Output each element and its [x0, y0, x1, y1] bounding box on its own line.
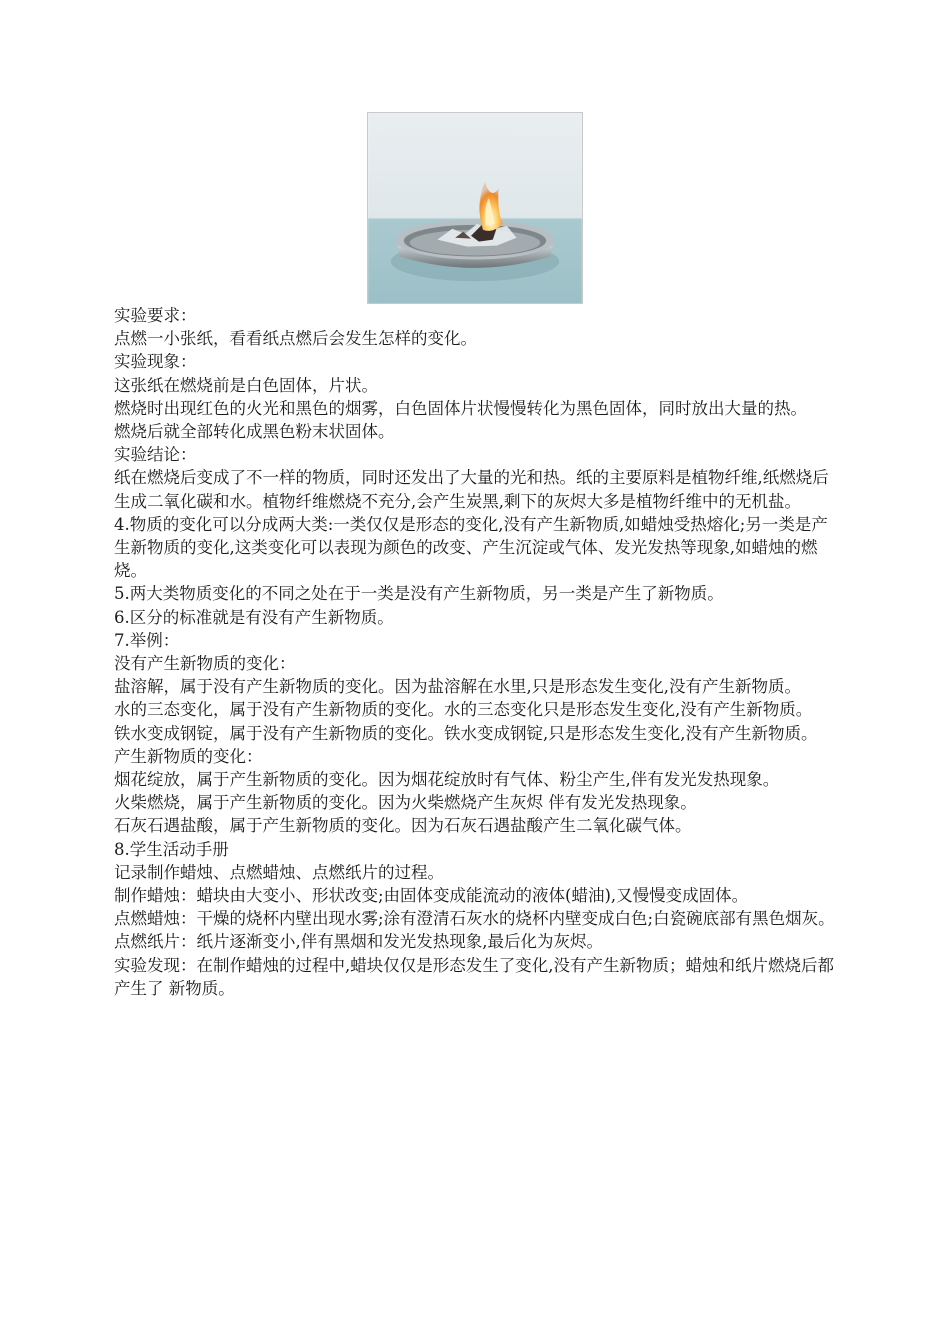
- document-body: [114, 304, 840, 1000]
- paragraph: 制作蜡烛：蜡块由大变小、形状改变;由固体变成能流动的液体(蜡油),又慢慢变成固体。: [114, 886, 749, 906]
- paragraph: 燃烧时出现红色的火光和黑色的烟雾，白色固体片状慢慢转化为黑色固体，同时放出大量的热。: [114, 398, 807, 418]
- numbered-item-5: 5.两大类物质变化的不同之处在于一类是没有产生新物质，另一类是产生了新物质。: [114, 584, 724, 604]
- heading-experiment-phenomenon: 实验现象：: [114, 352, 197, 372]
- example-item: 火柴燃烧，属于产生新物质的变化。因为火柴燃烧产生灰烬 伴有发光发热现象。: [114, 793, 697, 813]
- example-item: 烟花绽放，属于产生新物质的变化。因为烟花绽放时有气体、粉尘产生,伴有发光发热现象。: [114, 770, 780, 790]
- subheading-new-substance: 产生新物质的变化：: [114, 746, 263, 766]
- burning-paper-in-dish-icon: [368, 113, 582, 303]
- paragraph: 记录制作蜡烛、点燃蜡烛、点燃纸片的过程。: [114, 862, 444, 882]
- numbered-item-4: 4.物质的变化可以分成两大类:一类仅仅是形态的变化,没有产生新物质,如蜡烛受热熔化;另一类是产生新物质的变化,这类变化可以表现为颜色的改变、产生沉淀或气体、发光发热等现象,如蜡烛的燃烧。: [114, 514, 828, 581]
- paragraph: 点燃蜡烛：干燥的烧杯内壁出现水雾;涂有澄清石灰水的烧杯内壁变成白色;白瓷碗底部有黑色烟灰。: [114, 909, 835, 929]
- burning-paper-photo: [367, 112, 583, 304]
- example-item: 盐溶解，属于没有产生新物质的变化。因为盐溶解在水里,只是形态发生变化,没有产生新物质。: [114, 677, 801, 697]
- paragraph: 燃烧后就全部转化成黑色粉末状固体。: [114, 422, 395, 442]
- paragraph: 这张纸在燃烧前是白色固体，片状。: [114, 375, 378, 395]
- numbered-item-8: 8.学生活动手册: [114, 839, 229, 859]
- example-item: 铁水变成钢锭，属于没有产生新物质的变化。铁水变成钢锭,只是形态发生变化,没有产生新物质。: [114, 723, 818, 743]
- paragraph: 点燃纸片：纸片逐渐变小,伴有黑烟和发光发热现象,最后化为灰烬。: [114, 932, 603, 952]
- heading-experiment-requirement: 实验要求：: [114, 306, 197, 325]
- heading-experiment-conclusion: 实验结论：: [114, 445, 197, 465]
- example-item: 石灰石遇盐酸，属于产生新物质的变化。因为石灰石遇盐酸产生二氧化碳气体。: [114, 816, 692, 836]
- example-item: 水的三态变化，属于没有产生新物质的变化。水的三态变化只是形态发生变化,没有产生新物质。: [114, 700, 813, 720]
- paragraph: 纸在燃烧后变成了不一样的物质，同时还发出了大量的光和热。纸的主要原料是植物纤维,纸燃烧后生成二氧化碳和水。植物纤维燃烧不充分,会产生炭黑,剩下的灰烬大多是植物纤维中的无机盐。: [114, 468, 829, 511]
- paragraph: 实验发现：在制作蜡烛的过程中,蜡块仅仅是形态发生了变化,没有产生新物质；蜡烛和纸片燃烧后都产生了 新物质。: [114, 955, 834, 998]
- numbered-item-7: 7.举例：: [114, 630, 180, 650]
- numbered-item-6: 6.区分的标准就是有没有产生新物质。: [114, 607, 394, 627]
- paragraph: 点燃一小张纸，看看纸点燃后会发生怎样的变化。: [114, 329, 477, 349]
- subheading-no-new-substance: 没有产生新物质的变化：: [114, 654, 296, 674]
